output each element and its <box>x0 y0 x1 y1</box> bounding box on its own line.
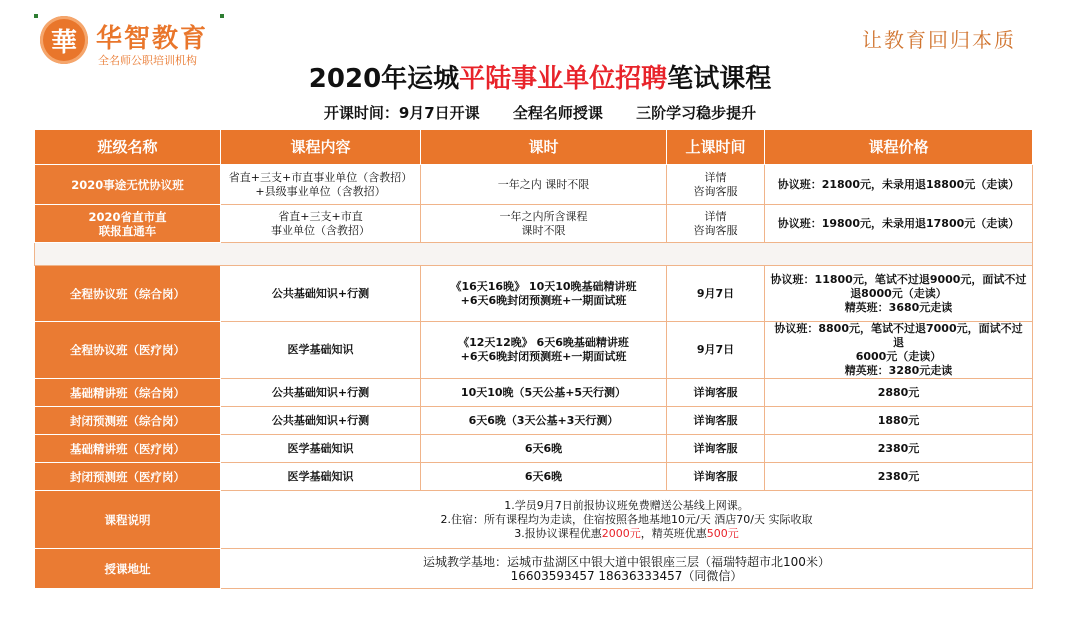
header-class-name: 班级名称 <box>35 130 221 165</box>
row-class-name <box>35 205 221 243</box>
header-content: 课程内容 <box>221 130 421 165</box>
row-hours <box>421 165 667 205</box>
row-content <box>221 322 421 379</box>
row-price <box>765 165 1033 205</box>
table-header-row <box>35 130 1033 165</box>
row-price-line: 精英班：3280元走读 <box>844 364 953 377</box>
row-class-name-line: 联报直通车 <box>98 223 157 238</box>
table-row <box>35 435 1033 463</box>
table-row <box>35 205 1033 243</box>
row-price <box>765 322 1033 379</box>
title-suffix: 笔试课程 <box>667 64 772 94</box>
row-class-name: 全程协议班（医疗岗） <box>35 322 221 379</box>
table-row <box>35 322 1033 379</box>
notes-content <box>221 491 1033 549</box>
header-time: 上课时间 <box>667 130 765 165</box>
title-prefix: 2020年运城 <box>308 64 460 94</box>
spacer-cell <box>35 243 1033 266</box>
row-time: 详询客服 <box>667 463 765 491</box>
row-hours <box>421 205 667 243</box>
row-price <box>765 205 1033 243</box>
row-time <box>667 205 765 243</box>
logo-emblem-icon: 華 <box>40 16 88 64</box>
notes-line-3-prefix: 3.报协议课程优惠 <box>514 526 602 540</box>
row-price-line: 协议班：19800元，未录用退17800元（走读） <box>777 216 1020 230</box>
address-row <box>35 549 1033 589</box>
header-price: 课程价格 <box>765 130 1033 165</box>
row-hours-line: 一年之内 课时不限 <box>497 177 590 191</box>
row-price-line: 退8000元（走读） <box>850 286 947 300</box>
notes-discount-elite: 500元 <box>706 526 739 540</box>
table-row <box>35 407 1033 435</box>
row-hours: 6天6晚 <box>421 435 667 463</box>
table-row <box>35 266 1033 322</box>
row-price: 2380元 <box>765 463 1033 491</box>
row-hours <box>421 322 667 379</box>
row-class-name: 2020事途无忧协议班 <box>35 165 221 205</box>
row-content-line: +县级事业单位（含教招） <box>255 184 386 198</box>
row-content <box>221 266 421 322</box>
row-class-name: 全程协议班（综合岗） <box>35 266 221 322</box>
page-title <box>0 58 1080 95</box>
row-time-line: 9月7日 <box>696 343 735 356</box>
row-price-line: 协议班：11800元，笔试不过退9000元，面试不过 <box>770 272 1027 286</box>
row-hours <box>421 266 667 322</box>
row-content-line: 省直+三支+市直 <box>278 209 363 223</box>
row-price: 2880元 <box>765 379 1033 407</box>
subtitle-teachers: 全程名师授课 <box>512 104 603 122</box>
logo-subtitle: 全名师公职培训机构 <box>98 54 197 67</box>
subtitle <box>0 102 1080 123</box>
row-time-line: 详情 <box>704 170 727 184</box>
address-content <box>221 549 1033 589</box>
course-table <box>34 129 1033 589</box>
row-hours-line: 《12天12晚》 6天6晚基础精讲班 <box>458 336 629 349</box>
row-class-name: 封闭预测班（综合岗） <box>35 407 221 435</box>
row-price: 1880元 <box>765 407 1033 435</box>
notes-label: 课程说明 <box>35 491 221 549</box>
notes-discount-protocol: 2000元 <box>601 526 641 540</box>
row-time <box>667 165 765 205</box>
slogan: 让教育回归本质 <box>862 28 1016 52</box>
notes-line-3-mid: ，精英班优惠 <box>640 526 707 540</box>
address-phones: 16603593457 18636333457（同微信） <box>510 568 743 583</box>
row-time <box>667 322 765 379</box>
table-spacer-row <box>35 243 1033 266</box>
row-content-line: 公共基础知识+行测 <box>271 286 370 300</box>
notes-line-1: 1.学员9月7日前报协议班免费赠送公基线上网课。 <box>504 498 749 512</box>
notes-line-3 <box>225 527 1028 541</box>
row-hours-line: +6天6晚封闭预测班+一期面试班 <box>460 350 627 363</box>
row-content: 医学基础知识 <box>221 435 421 463</box>
row-hours-line: 《16天16晚》 10天10晚基础精讲班 <box>450 279 637 293</box>
row-price <box>765 266 1033 322</box>
logo-name: 华智教育 <box>96 24 209 54</box>
row-time-line: 9月7日 <box>696 286 735 300</box>
address-line: 运城教学基地：运城市盐湖区中银大道中银银座三层（福瑞特超市北100米） <box>423 554 830 569</box>
table-row <box>35 463 1033 491</box>
row-time-line: 详情 <box>704 209 727 223</box>
row-hours-line: +6天6晚封闭预测班+一期面试班 <box>460 293 627 307</box>
row-content: 公共基础知识+行测 <box>221 407 421 435</box>
row-class-name-line: 2020省直市直 <box>88 209 167 224</box>
row-time <box>667 266 765 322</box>
row-hours: 6天6晚（3天公基+3天行测） <box>421 407 667 435</box>
row-content: 公共基础知识+行测 <box>221 379 421 407</box>
row-time: 详询客服 <box>667 379 765 407</box>
title-highlight: 平陆事业单位招聘 <box>459 64 668 94</box>
address-label: 授课地址 <box>35 549 221 589</box>
row-hours: 10天10晚（5天公基+5天行测） <box>421 379 667 407</box>
row-content: 医学基础知识 <box>221 463 421 491</box>
row-time: 详询客服 <box>667 407 765 435</box>
row-price-line: 6000元（走读） <box>855 350 942 363</box>
notes-line-2: 2.住宿：所有课程均为走读，住宿按照各地基地10元/天 酒店70/天 实际收取 <box>440 512 813 526</box>
row-content <box>221 165 421 205</box>
header-hours: 课时 <box>421 130 667 165</box>
row-time-line: 咨询客服 <box>693 184 738 198</box>
notes-row <box>35 491 1033 549</box>
row-content-line: 医学基础知识 <box>287 343 354 356</box>
subtitle-stages: 三阶学习稳步提升 <box>636 104 757 122</box>
row-content <box>221 205 421 243</box>
subtitle-start-date: 开课时间：9月7日开课 <box>323 104 480 122</box>
row-hours-line: 一年之内所含课程 <box>499 209 588 223</box>
row-content-line: 省直+三支+市直事业单位（含教招） <box>228 170 413 184</box>
table-row <box>35 379 1033 407</box>
row-price-line: 协议班：21800元，未录用退18800元（走读） <box>777 177 1020 191</box>
row-time-line: 咨询客服 <box>693 223 738 237</box>
row-class-name: 封闭预测班（医疗岗） <box>35 463 221 491</box>
row-hours-line: 课时不限 <box>521 223 566 237</box>
row-time: 详询客服 <box>667 435 765 463</box>
row-class-name: 基础精讲班（医疗岗） <box>35 435 221 463</box>
row-price-line: 精英班：3680元走读 <box>844 300 953 314</box>
row-price: 2380元 <box>765 435 1033 463</box>
row-content-line: 事业单位（含教招） <box>271 223 370 237</box>
row-hours: 6天6晚 <box>421 463 667 491</box>
row-price-line: 协议班：8800元，笔试不过退7000元，面试不过退 <box>774 322 1023 349</box>
table-row <box>35 165 1033 205</box>
row-class-name: 基础精讲班（综合岗） <box>35 379 221 407</box>
